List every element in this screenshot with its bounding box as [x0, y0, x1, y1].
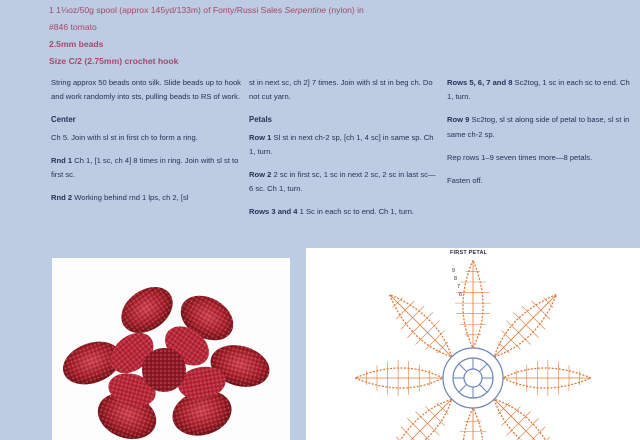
row-number: 9 — [452, 268, 456, 274]
instructions-column-3 — [447, 76, 633, 197]
row-2: Row 2 2 sc in first sc, 1 sc in next 2 sc, 2 sc in last sc—6 sc. Ch 1, turn. — [249, 170, 436, 194]
center-ring-outer — [443, 348, 503, 408]
rnd-1: Rnd 1 Ch 1, [1 sc, ch 4] 8 times in ring. Join with sl st to first sc. — [51, 155, 239, 180]
yarn-info: 1 1⅓oz/50g spool (approx 145yd/133m) of Fonty/Russi Sales Serpentine (nylon) in — [49, 5, 364, 15]
rows-5-8: Rows 5, 6, 7 and 8 Sc2tog, 1 sc in each sc to end. Ch 1, turn. — [447, 78, 630, 102]
row-number: 7 — [457, 284, 461, 290]
center-spoke — [479, 384, 487, 392]
center-ring-inner — [464, 369, 482, 387]
flower-photo — [52, 258, 290, 440]
crocheted-flower-icon — [52, 258, 290, 440]
row-1: Row 1 Sl st in next ch-2 sp, [ch 1, 4 sc] in same sp. Ch 1, turn. — [249, 132, 434, 156]
hook-info: Size C/2 (2.75mm) crochet hook — [49, 56, 179, 66]
fasten-off: Fasten off. — [447, 176, 483, 186]
row-number: 6 — [459, 292, 463, 298]
petal-outline — [494, 399, 556, 440]
intro-paragraph: String approx 50 beads onto silk. Slide beads up to hook and work randomly into sts, pulling beads to RS of work. — [51, 78, 241, 102]
row-9: Row 9 Sc2tog, sl st along side of petal to base, sl st in same ch-2 sp. — [447, 115, 630, 139]
petal-outline — [390, 399, 452, 440]
row-number: 8 — [454, 276, 458, 282]
crochet-chart — [306, 248, 640, 440]
petals-heading: Petals — [249, 115, 272, 125]
materials-list — [49, 2, 364, 70]
rows-3-4: Rows 3 and 4 1 Sc in each sc to end. Ch 1, turn. — [249, 207, 415, 217]
center-spoke — [459, 384, 467, 392]
crochet-chart-icon — [306, 248, 640, 440]
instructions-column-2 — [249, 76, 437, 229]
chart-title: FIRST PETAL — [450, 250, 488, 256]
instructions-column-1 — [51, 76, 241, 214]
center-ch5: Ch 5. Join with sl st in first ch to form a ring. — [51, 132, 198, 142]
rnd-2: Rnd 2 Working behind rnd 1 lps, ch 2, [sl — [51, 193, 189, 203]
repeat-instruction: Rep rows 1–9 seven times more—8 petals. — [447, 152, 593, 162]
rnd-2-continued: st in next sc, ch 2] 7 times. Join with sl st in beg ch. Do not cut yarn. — [249, 78, 433, 102]
beads-info: 2.5mm beads — [49, 39, 104, 49]
stitch-row — [401, 427, 424, 440]
yarn-color: #846 tomato — [49, 22, 97, 32]
center-spoke — [479, 364, 487, 372]
center-heading: Center — [51, 115, 76, 125]
center-spoke — [459, 364, 467, 372]
